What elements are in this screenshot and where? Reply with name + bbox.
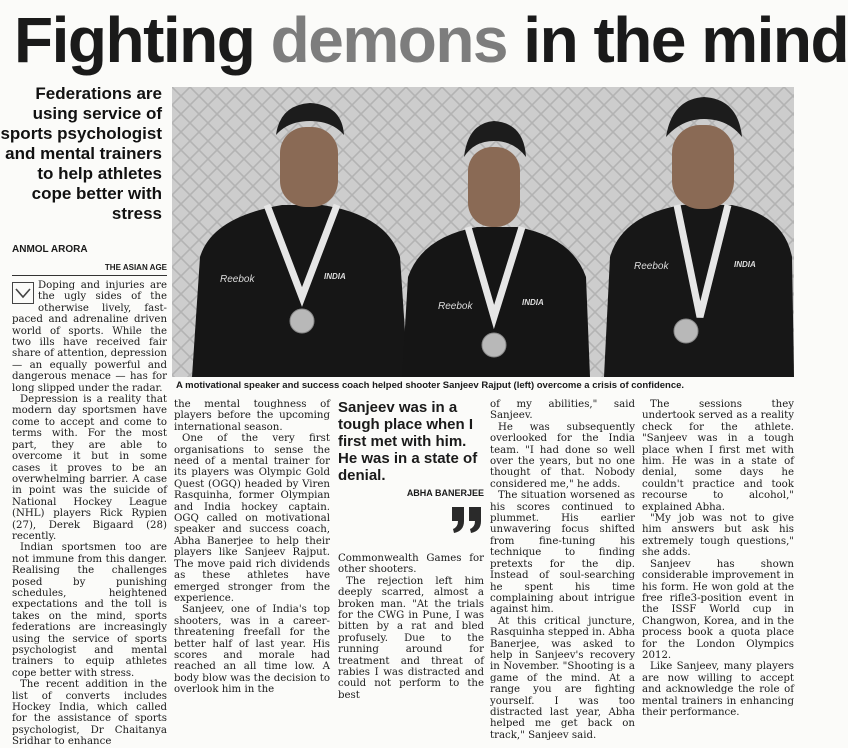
article-column-4: [490, 399, 635, 741]
paragraph: "My job was not to give him answers but ask his extremely tough questions," she adds.: [642, 513, 794, 559]
article-column-3: [338, 553, 484, 701]
svg-text:Reebok: Reebok: [634, 261, 669, 272]
headline-part1: Fighting: [14, 4, 271, 76]
pull-quote: [338, 399, 484, 549]
photo-caption: A motivational speaker and success coach helped shooter Sanjeev Rajput (left) overcome a crisis of confidence.: [176, 380, 685, 391]
paragraph: Sanjeev has shown considerable improvement in his form. He won gold at the free rifle3-position event in the ISSF World cup in Changwon, Korea, and in the process book a quota place for the London Olympics 2012.: [642, 558, 794, 661]
pull-quote-attribution: ABHA BANERJEE: [406, 488, 484, 498]
paragraph: Depression is a reality that modern day sportsmen have come to accept and come to terms with. For the most part, they are able to overcome it but in some cases it proves to be an overwhelming barrier. A case in point was the suicide of National Hockey League (NHL) players Rick Rypien (27), Derek Bigaard (28) recently.: [12, 394, 167, 542]
paragraph: At this critical juncture, Rasquinha stepped in. Abha Banerjee, was asked to help in Sanjeev's recovery in November. "Shooting is a game of the mind. At a range you are fighting yourself. I was too distracted last year, Abha helped me get back on track," Sanjeev said.: [490, 615, 635, 741]
headline-part3: in the mind: [507, 4, 848, 76]
outlet: THE ASIAN AGE: [104, 263, 167, 272]
article-column-5: [642, 399, 794, 718]
paragraph: Like Sanjeev, many players are now willing to accept and acknowledge the role of mental trainers in enhancing their performance.: [642, 661, 794, 718]
paragraph: The rejection left him deeply scarred, almost a broken man. "At the trials for the CWG in Pune, I was bitten by a rat and bled profusely. Due to the running around for treatment and threat of rabies I was distracted and could not perform to the best: [338, 575, 484, 701]
svg-text:INDIA: INDIA: [522, 298, 544, 307]
paragraph: Commonwealth Games for other shooters.: [338, 553, 484, 576]
quote-mark-icon: [450, 505, 484, 535]
paragraph: Doping and injuries are the ugly sides of the otherwise lively, fast-paced and adrenaline driven world of sports. While the two ills have received fair share of attention, depression — an equally powerful and dangerous menace — has for long slipped under the radar.: [12, 280, 167, 394]
paragraph: The situation worsened as his scores continued to plummet. His earlier unwavering focus shifted from fine-tuning his technique to finding pretexts for the dip. Instead of soul-searching he spent his time complaining about intrigue against him.: [490, 490, 635, 616]
svg-text:Reebok: Reebok: [438, 301, 473, 312]
paragraph: of my abilities," said Sanjeev.: [490, 399, 635, 422]
article-column-2: [174, 399, 330, 696]
paragraph: The sessions they undertook served as a reality check for the athlete. "Sanjeev was in a tough place when I first met with him. He was in a state of denial, some days he couldn't practice and took recourse to alcohol," explained Abha.: [642, 399, 794, 513]
paragraph: the mental toughness of players before the upcoming international season.: [174, 399, 330, 433]
paragraph: One of the very first organisations to sense the need of a mental trainer for its players was Olympic Gold Quest (OGQ) headed by Viren Rasquinha, former Olympian and India hockey captain. OGQ called on motivational speaker and success coach, Abha Banerjee to help their players like Sanjeev Rajput. The move paid rich dividends as these athletes have emerged stronger from the experience.: [174, 433, 330, 604]
svg-text:INDIA: INDIA: [324, 272, 346, 281]
paragraph: He was subsequently overlooked for the India team. "I had done so well over the years, but no one thought of that. Nobody considered me," he adds.: [490, 421, 635, 490]
paragraph: Sanjeev, one of India's top shooters, was in a career-threatening freefall for the better half of last year. His scores and morale had reached an all time low. A body blow was the decision to overlook him in the: [174, 604, 330, 696]
paragraph: The recent addition in the list of converts includes Hockey India, which called for the assistance of sports psychologist, Dr Chaitanya Sridhar to enhance: [12, 679, 167, 748]
photo: [172, 87, 794, 377]
article-column-1: [12, 280, 167, 748]
photo-illustration: [172, 87, 794, 377]
headline-part2: demons: [270, 4, 507, 76]
svg-text:INDIA: INDIA: [734, 260, 756, 269]
byline: ANMOL ARORA: [12, 244, 88, 255]
standfirst: Federations are using service of sports psychologist and mental trainers to help athletes cope better with stress: [0, 84, 162, 223]
svg-text:Reebok: Reebok: [220, 274, 255, 285]
chevron-marker-icon: [12, 282, 34, 304]
pull-quote-text: Sanjeev was in a tough place when I first met with him. He was in a state of denial.: [338, 399, 478, 484]
headline: [14, 2, 848, 78]
paragraph: Indian sportsmen too are not immune from this danger. Realising the challenges posed by punishing schedules, heightened expectations and the toll is takes on the mind, sports federations are increasingly using the service of sports psychologist and mental trainers to equip athletes cope better with stress.: [12, 542, 167, 679]
divider: [12, 275, 167, 276]
